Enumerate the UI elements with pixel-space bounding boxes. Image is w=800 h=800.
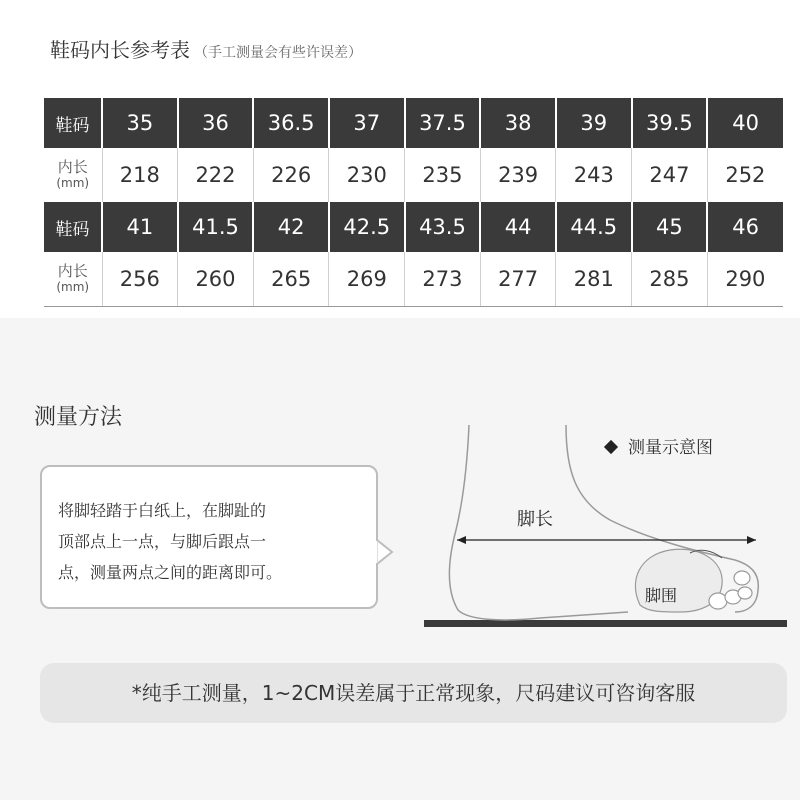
diagram-legend-text: 测量示意图 [628, 438, 713, 458]
length-cell: 256 [102, 252, 178, 307]
foot-length-label: 脚长 [517, 509, 553, 530]
length-cell: 226 [253, 148, 329, 202]
row-label-text: 鞋码 [55, 115, 90, 136]
instruction-line: 点，测量两点之间的距离即可。 [58, 563, 283, 582]
length-cell: 247 [632, 148, 708, 202]
length-cell: 265 [253, 252, 329, 307]
size-cell: 37.5 [405, 98, 481, 148]
size-cell: 42 [253, 202, 329, 252]
length-cell: 222 [178, 148, 254, 202]
size-cell: 44.5 [556, 202, 632, 252]
length-cell: 273 [405, 252, 481, 307]
method-title: 测量方法 [34, 405, 123, 430]
size-cell: 37 [329, 98, 405, 148]
length-cell: 260 [178, 252, 254, 307]
size-cell: 39 [556, 98, 632, 148]
bubble-pointer [377, 540, 392, 564]
length-cell: 243 [556, 148, 632, 202]
size-cell: 42.5 [329, 202, 405, 252]
row-unit-text: (mm) [56, 280, 90, 294]
size-cell: 35 [102, 98, 178, 148]
length-cell: 239 [480, 148, 556, 202]
size-cell: 38 [480, 98, 556, 148]
size-cell: 44 [480, 202, 556, 252]
length-cell: 281 [556, 252, 632, 307]
size-cell: 36.5 [253, 98, 329, 148]
ground-line [424, 620, 787, 627]
row-unit-text: (mm) [56, 176, 90, 190]
toe-4 [734, 571, 750, 585]
length-cell: 290 [707, 252, 783, 307]
row-label-text: 内长 [57, 262, 88, 280]
instruction-line: 将脚轻踏于白纸上，在脚趾的 [58, 501, 267, 520]
toe-3 [738, 587, 752, 599]
size-cell: 36 [178, 98, 254, 148]
size-cell: 43.5 [405, 202, 481, 252]
foot-girth-label: 脚围 [645, 586, 678, 605]
diagram-legend [606, 433, 713, 458]
length-cell: 285 [632, 252, 708, 307]
length-cell: 235 [405, 148, 481, 202]
length-cell: 277 [480, 252, 556, 307]
size-cell: 41 [102, 202, 178, 252]
row-label-text: 鞋码 [55, 219, 90, 240]
length-cell: 218 [102, 148, 178, 202]
toe-1 [709, 593, 727, 609]
size-cell: 41.5 [178, 202, 254, 252]
instruction-line: 顶部点上一点，与脚后跟点一 [58, 532, 267, 551]
note-text: *纯手工测量，1~2CM误差属于正常现象，尺码建议可咨询客服 [131, 681, 696, 705]
size-cell: 46 [707, 202, 783, 252]
length-cell: 252 [707, 148, 783, 202]
size-cell: 39.5 [632, 98, 708, 148]
length-cell: 230 [329, 148, 405, 202]
arrow-head-left [457, 536, 466, 544]
size-chart-title-text: 鞋码内长参考表 [50, 38, 190, 62]
length-cell: 269 [329, 252, 405, 307]
size-chart-subtitle: （手工测量会有些许误差） [194, 45, 362, 61]
arrow-head-right [747, 536, 756, 544]
diamond-icon [604, 440, 618, 454]
row-label-text: 内长 [57, 158, 88, 176]
size-cell: 40 [707, 98, 783, 148]
size-cell: 45 [632, 202, 708, 252]
